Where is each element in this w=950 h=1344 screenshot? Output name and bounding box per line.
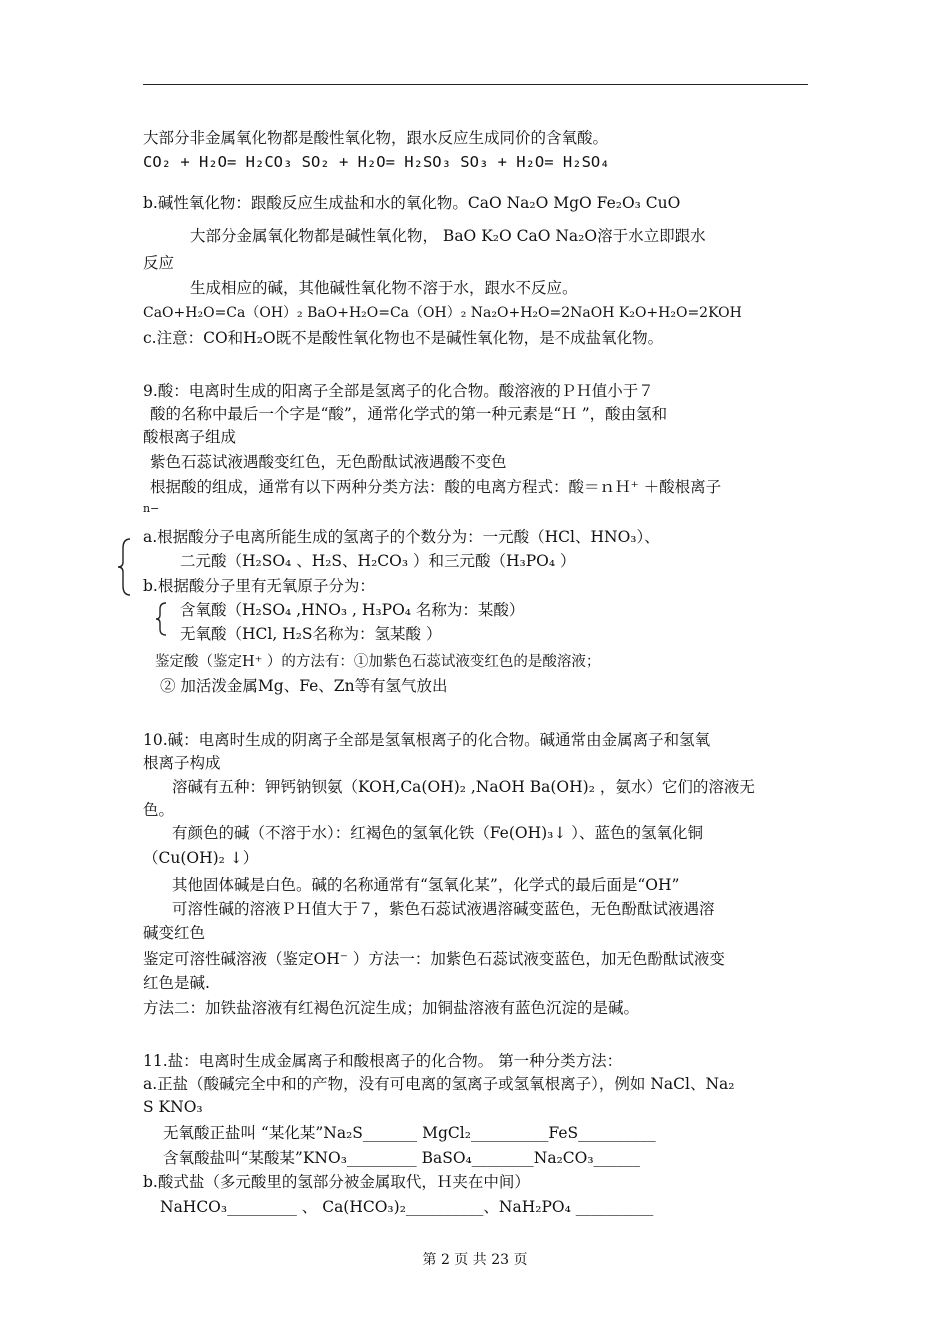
- text-line: 酸根离子组成: [143, 428, 237, 446]
- header-rule: [143, 84, 808, 85]
- text-line: （Cu(OH)₂ ↓）: [143, 849, 259, 867]
- text-line: CaO+H₂O=Ca（OH）₂ BaO+H₂O=Ca（OH）₂ Na₂O+H₂O=2NaOH K₂O+H₂O=2KOH: [143, 305, 742, 321]
- text-line: b.酸式盐（多元酸里的氢部分被金属取代，Ｈ夹在中间）: [143, 1173, 530, 1191]
- text-line: 无氧酸正盐叫 “某化某”Na₂S_______ MgCl₂__________FeS__________: [163, 1124, 656, 1142]
- text-line: NaHCO₃_________ 、 Ca(HCO₃)₂__________、NaH₂PO₄ __________: [160, 1198, 654, 1216]
- text-line: 其他固体碱是白色。碱的名称通常有“氢氧化某”，化学式的最后面是“OH”: [172, 876, 680, 894]
- text-line: n−: [143, 502, 160, 515]
- text-line: 红色是碱.: [143, 974, 210, 992]
- text-line: 有颜色的碱（不溶于水）：红褐色的氢氧化铁（Fe(OH)₃↓ ）、蓝色的氢氧化铜: [172, 824, 704, 842]
- brace-icon: [155, 602, 167, 636]
- section-heading-base: 10.碱：电离时生成的阴离子全部是氢氧根离子的化合物。碱通常由金属离子和氢氧: [143, 731, 711, 749]
- text-line: 二元酸（H₂SO₄ 、H₂S、H₂CO₃ ）和三元酸（H₃PO₄ ）: [180, 552, 576, 570]
- text-line: 方法二：加铁盐溶液有红褐色沉淀生成；加铜盐溶液有蓝色沉淀的是碱。: [143, 999, 640, 1017]
- text-line: c.注意：CO和H₂O既不是酸性氧化物也不是碱性氧化物，是不成盐氧化物。: [143, 329, 664, 347]
- text-line: 反应: [143, 254, 175, 272]
- text-line: 溶碱有五种：钾钙钠钡氨（KOH,Ca(OH)₂ ,NaOH Ba(OH)₂ ，氨水）它们的溶液无: [172, 778, 755, 796]
- text-line: 生成相应的碱，其他碱性氧化物不溶于水，跟水不反应。: [190, 279, 578, 297]
- text-line: a.正盐（酸碱完全中和的产物，没有可电离的氢离子或氢氧根离子），例如 NaCl、Na₂: [143, 1075, 735, 1093]
- text-line: b.碱性氧化物：跟酸反应生成盐和水的氧化物。CaO Na₂O MgO Fe₂O₃ CuO: [143, 194, 681, 212]
- text-line: 大部分金属氧化物都是碱性氧化物， BaO K₂O CaO Na₂O溶于水立即跟水: [190, 227, 706, 245]
- text-line: 无氧酸（HCl, H₂S名称为：氢某酸 ）: [180, 625, 442, 643]
- brace-icon: [117, 538, 131, 596]
- text-line: b.根据酸分子里有无氧原子分为：: [143, 577, 375, 595]
- text-line: CO₂ + H₂O= H₂CO₃ SO₂ + H₂O= H₂SO₃ SO₃ + H₂O= H₂SO₄: [143, 153, 610, 171]
- text-line: 鉴定酸（鉴定H⁺ ）的方法有：①加紫色石蕊试液变红色的是酸溶液；: [155, 654, 601, 670]
- text-line: 可溶性碱的溶液ＰＨ值大于７，紫色石蕊试液遇溶碱变蓝色，无色酚酞试液遇溶: [172, 900, 715, 918]
- text-line: a.根据酸分子电离所能生成的氢离子的个数分为：一元酸（HCl、HNO₃）、: [143, 528, 660, 546]
- text-line: S KNO₃: [143, 1098, 203, 1116]
- text-line: 碱变红色: [143, 924, 206, 942]
- text-line: 紫色石蕊试液遇酸变红色，无色酚酞试液遇酸不变色: [150, 453, 507, 471]
- text-line: 色。: [143, 801, 175, 819]
- text-line: 根离子构成: [143, 754, 221, 772]
- page-footer: 第 2 页 共 23 页: [422, 1252, 528, 1268]
- text-line: 酸的名称中最后一个字是“酸”，通常化学式的第一种元素是“Ｈ ”，酸由氢和: [150, 405, 668, 423]
- section-heading-acid: 9.酸：电离时生成的阳离子全部是氢离子的化合物。酸溶液的ＰＨ值小于７: [143, 382, 654, 400]
- text-line: 大部分非金属氧化物都是酸性氧化物，跟水反应生成同价的含氧酸。: [143, 129, 609, 147]
- text-line: ② 加活泼金属Mg、Fe、Zn等有氢气放出: [160, 677, 448, 695]
- text-line: 根据酸的组成，通常有以下两种分类方法：酸的电离方程式：酸＝ｎＨ⁺ ＋酸根离子: [150, 478, 722, 496]
- text-line: 含氧酸盐叫“某酸某”KNO₃_________ BaSO₄________Na₂CO₃______: [163, 1149, 641, 1167]
- text-line: 鉴定可溶性碱溶液（鉴定OH⁻ ）方法一：加紫色石蕊试液变蓝色，加无色酚酞试液变: [143, 950, 725, 968]
- text-line: 含氧酸（H₂SO₄ ,HNO₃ , H₃PO₄ 名称为：某酸）: [180, 601, 525, 619]
- section-heading-salt: 11.盐：电离时生成金属离子和酸根离子的化合物。 第一种分类方法：: [143, 1052, 623, 1070]
